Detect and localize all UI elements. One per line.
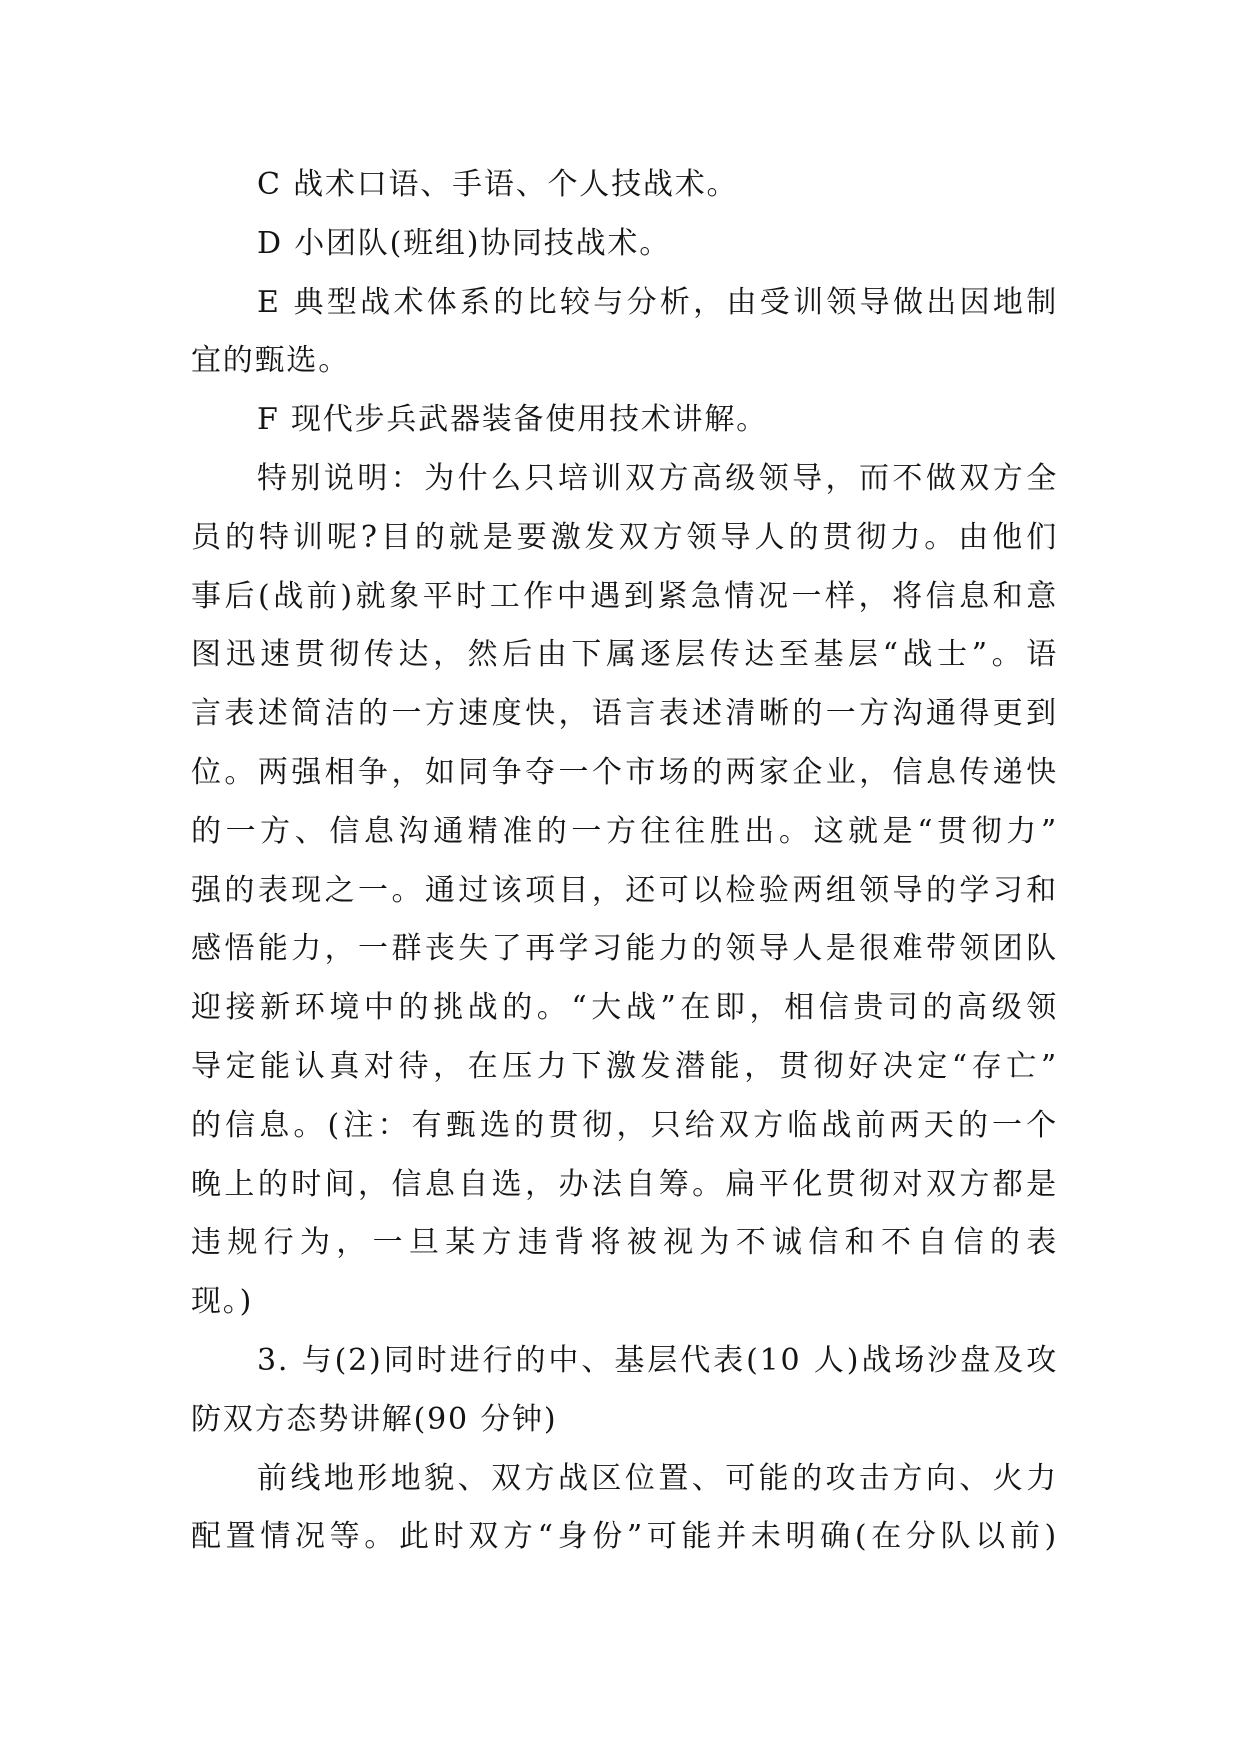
text-line: E 典型战术体系的比较与分析，由受训领导做出因地制: [257, 284, 1058, 320]
text-line: 导定能认真对待，在压力下激发潜能，贯彻好决定“存亡”: [191, 1048, 1058, 1084]
paragraph-section-3-heading: [191, 1332, 1058, 1450]
paragraph-item-d: [191, 215, 1058, 274]
text-line: F 现代步兵武器装备使用技术讲解。: [257, 402, 768, 438]
text-line: 言表述简洁的一方速度快，语言表述清晰的一方沟通得更到: [191, 696, 1058, 732]
paragraph-item-c: [191, 156, 1058, 215]
text-line: 感悟能力，一群丧失了再学习能力的领导人是很难带领团队: [191, 931, 1058, 967]
text-line: 配置情况等。此时双方“身份”可能并未明确(在分队以前): [191, 1519, 1058, 1555]
text-line: 位。两强相争，如同争夺一个市场的两家企业，信息传递快: [191, 754, 1058, 790]
text-line: D 小团队(班组)协同技战术。: [257, 225, 671, 261]
text-line: C 战术口语、手语、个人技战术。: [257, 167, 739, 202]
text-line: 现。): [191, 1284, 254, 1320]
text-line: 违规行为，一旦某方违背将被视为不诚信和不自信的表: [191, 1225, 1058, 1261]
text-line: 的信息。(注：有甄选的贯彻，只给双方临战前两天的一个: [191, 1107, 1058, 1143]
text-line: 员的特训呢?目的就是要激发双方领导人的贯彻力。由他们: [191, 519, 1058, 555]
paragraph-item-f: [191, 391, 1058, 450]
document-body: [191, 156, 1058, 1567]
text-line: 防双方态势讲解(90 分钟): [191, 1401, 558, 1437]
text-line: 事后(战前)就象平时工作中遇到紧急情况一样，将信息和意: [191, 578, 1058, 614]
text-line: 图迅速贯彻传达，然后由下属逐层传达至基层“战士”。语: [191, 637, 1058, 673]
text-line: 特别说明：为什么只培训双方高级领导，而不做双方全: [257, 460, 1058, 496]
text-line: 晚上的时间，信息自选，办法自筹。扁平化贯彻对双方都是: [191, 1166, 1058, 1202]
text-line: 3. 与(2)同时进行的中、基层代表(10 人)战场沙盘及攻: [257, 1342, 1058, 1378]
paragraph-special-note: [191, 450, 1058, 1332]
text-line: 迎接新环境中的挑战的。“大战”在即，相信贵司的高级领: [191, 990, 1058, 1026]
text-line: 强的表现之一。通过该项目，还可以检验两组领导的学习和: [191, 872, 1058, 908]
text-line: 的一方、信息沟通精准的一方往往胜出。这就是“贯彻力”: [191, 813, 1058, 849]
text-line: 前线地形地貌、双方战区位置、可能的攻击方向、火力: [257, 1460, 1058, 1496]
text-line: 宜的甄选。: [191, 343, 350, 379]
paragraph-section-3-body: [191, 1450, 1058, 1568]
paragraph-item-e: [191, 274, 1058, 392]
